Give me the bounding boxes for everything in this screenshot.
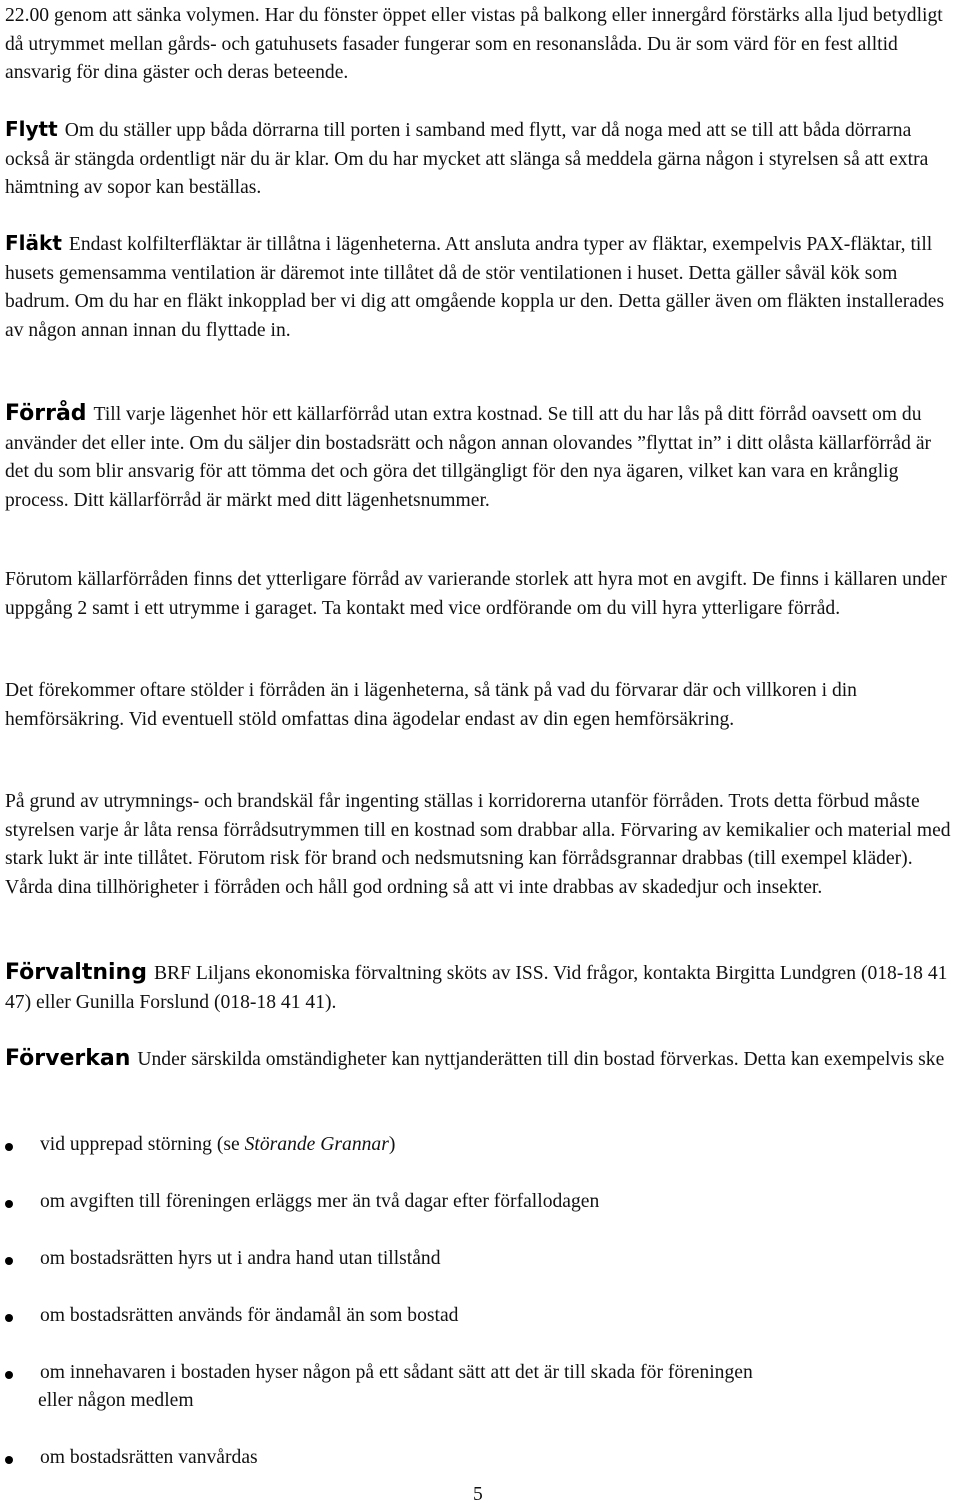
flakt-text: Endast kolfilterfläktar är tillåtna i lägenheterna. Att ansluta andra typer av fläktar, exempelvis PAX-fläktar, till husets gemensamma ventilation är däremot inte tillåtet då de stör ventilationen i huset. Detta gäller såväl kök som badrum. Om du har en fläkt inkopplad ber vi dig att omgående koppla ur den. Detta gäller även om fläkten installerades av någon annan innan du flyttade in. (5, 234, 945, 341)
forrad-paragraph-3: Det förekommer oftare stölder i förråden än i lägenheterna, så tänk på vad du förvarar där och villkoren i din hemförsäkring. Vid eventuell stöld omfattas dina ägodelar endast av din egen hemförsäkring. (5, 680, 857, 730)
flytt-text: Om du ställer upp båda dörrarna till porten i samband med flytt, var då noga med att se till att båda dörrarna också är stängda ordentligt när du är klar. Om du har mycket att slänga så meddela gärna någon i styrelsen så att extra hämtning av sopor kan beställas. (5, 120, 929, 198)
bullet-5-line-1: om innehavaren i bostaden hyser någon på ett sådant sätt att det är till skada för föreningen (40, 1362, 753, 1383)
section-forverkan (5, 1045, 957, 1075)
heading-forrad: Förråd (5, 401, 87, 426)
forrad-paragraph-4: På grund av utrymnings- och brandskäl får ingenting ställas i korridorerna utanför förråden. Trots detta förbud måste styrelsen varje år låta rensa förrådsutrymmen till en kostnad som drabbar alla. Förvaring av kemikalier och material med stark lukt är inte tillåtet. Förutom risk för brand och nedsmutsning kan förrådsgrannar drabbas (till exempel kläder). Vårda dina tillhörigheter i förråden och håll god ordning så att vi inte drabbas av skadedjur och insekter. (5, 791, 951, 898)
bullet-dot-icon (5, 1257, 13, 1265)
heading-forverkan: Förverkan (5, 1046, 131, 1071)
heading-forvaltning: Förvaltning (5, 960, 147, 985)
bullet-1-reference: Störande Grannar (244, 1134, 389, 1155)
forverkan-text: Under särskilda omständigheter kan nyttjanderätten till din bostad förverkas. Detta kan exempelvis ske (137, 1049, 945, 1070)
forrad-paragraph-2: Förutom källarförråden finns det ytterligare förråd av varierande storlek att hyra mot en avgift. De finns i källaren under uppgång 2 samt i ett utrymme i garaget. Ta kontakt med vice ordförande om du vill hyra ytterligare förråd. (5, 569, 947, 619)
bullet-3-text: om bostadsrätten hyrs ut i andra hand utan tillstånd (40, 1248, 441, 1269)
bullet-5-line-2: eller någon medlem (38, 1390, 194, 1411)
bullet-dot-icon (5, 1371, 13, 1379)
bullet-dot-icon (5, 1456, 13, 1464)
intro-paragraph: 22.00 genom att sänka volymen. Har du fönster öppet eller vistas på balkong eller innergård förstärks alla ljud betydligt då utrymmet mellan gårds- och gatuhusets fasader fungerar som en resonanslåda. Du är som värd för en fest alltid ansvarig för dina gäster och deras beteende. (5, 5, 943, 83)
bullet-1-suffix: ) (388, 1134, 396, 1155)
section-flytt (5, 115, 957, 203)
bullet-4-text: om bostadsrätten används för ändamål än som bostad (40, 1305, 459, 1326)
bullet-dot-icon (5, 1200, 13, 1208)
forvaltning-text: BRF Liljans ekonomiska förvaltning sköts av ISS. Vid frågor, kontakta Birgitta Lundgren (018-18 41 47) eller Gunilla Forslund (018-18 41 41). (5, 963, 948, 1013)
heading-flakt: Fläkt (5, 231, 62, 255)
heading-flytt: Flytt (5, 117, 58, 141)
bullet-6-text: om bostadsrätten vanvårdas (40, 1447, 258, 1468)
section-forrad (5, 400, 957, 515)
bullet-2-text: om avgiften till föreningen erläggs mer än två dagar efter förfallodagen (40, 1191, 600, 1212)
section-forvaltning (5, 959, 957, 1017)
forrad-text: Till varje lägenhet hör ett källarförråd utan extra kostnad. Se till att du har lås på ditt förråd oavsett om du använder det eller inte. Om du säljer din bostadsrätt och någon annan olovandes ”flyttat in” i ditt olåsta källarförråd är det du som blir ansvarig för att tömma det och göra det tillgängligt för den nya ägaren, vilket kan vara en krånglig process. Ditt källarförråd är märkt med ditt lägenhetsnummer. (5, 404, 932, 511)
bullet-dot-icon (5, 1314, 13, 1322)
section-flakt (5, 229, 957, 345)
bullet-1-prefix: vid upprepad störning (se (40, 1134, 245, 1155)
page-number: 5 (473, 1484, 483, 1505)
bullet-dot-icon (5, 1143, 13, 1151)
